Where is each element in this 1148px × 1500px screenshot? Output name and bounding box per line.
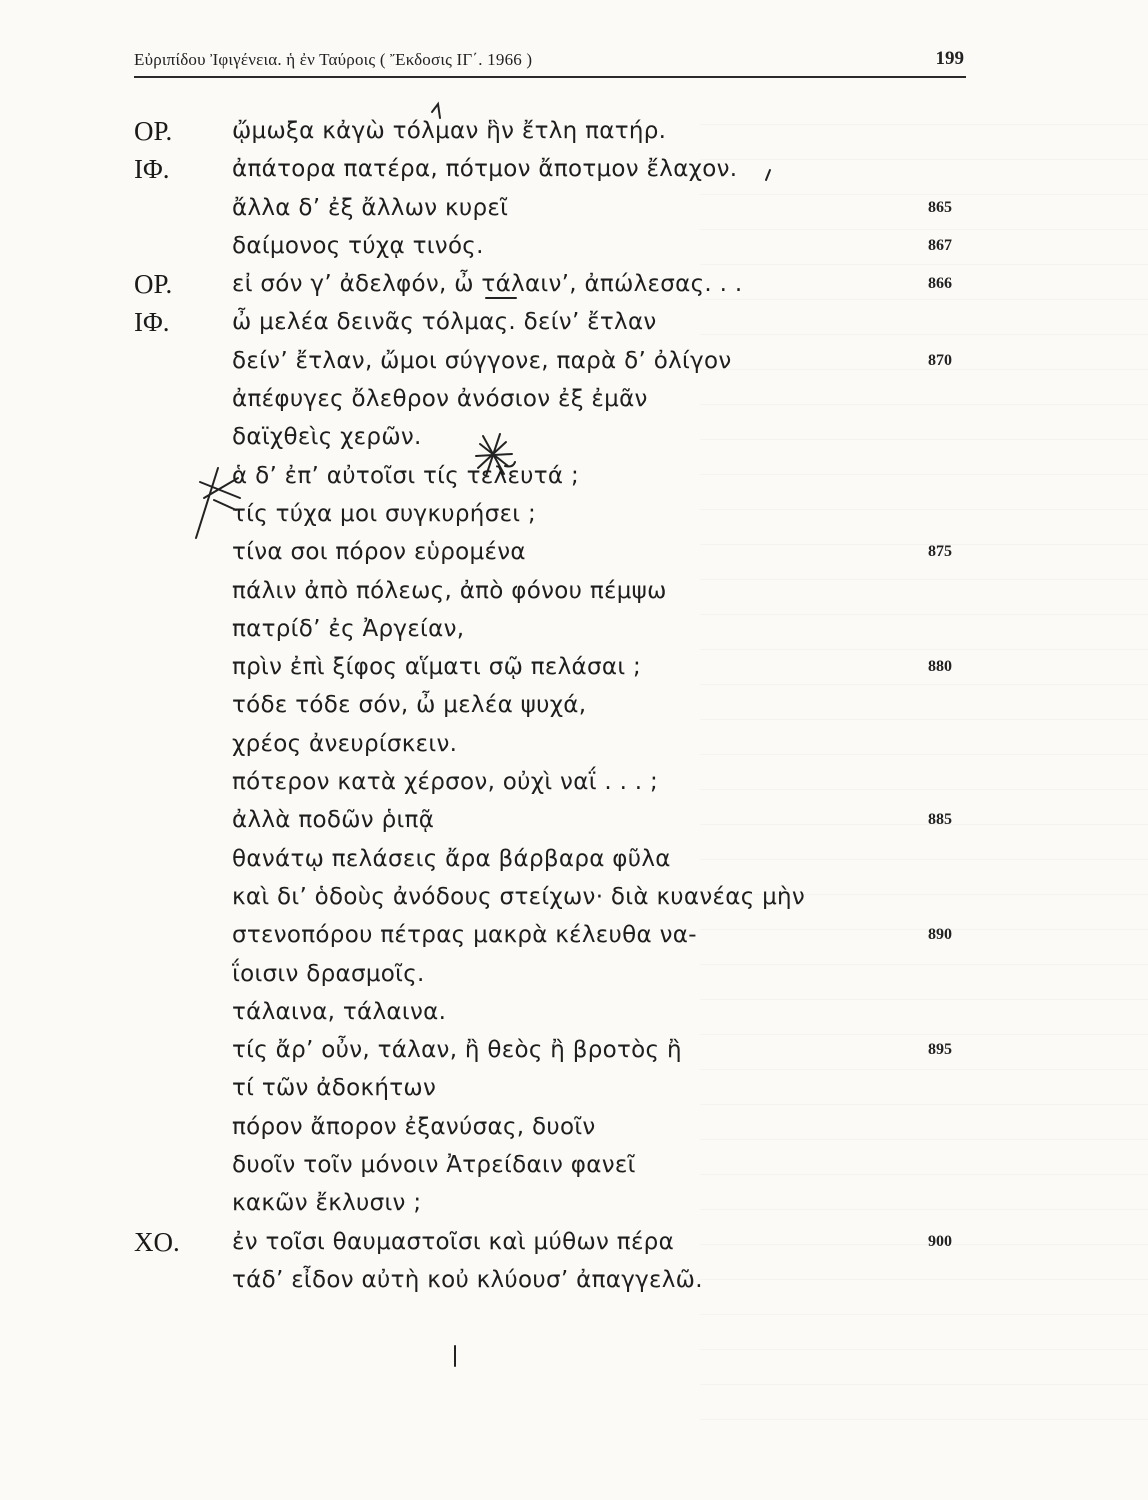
line-number: 865 (928, 198, 952, 216)
pencil-accent-mark (432, 104, 440, 118)
speaker-label: ΙΦ. (134, 307, 170, 338)
verse-text: εἰ σόν γ’ ἀδελφόν, ὦ τάλαιν’, ἀπώλεσας. . . (232, 271, 743, 298)
verse-text: δείν’ ἔτλαν, ὤμοι σύγγονε, παρὰ δ’ ὀλίγον (232, 347, 732, 374)
speaker-label: ΟΡ. (134, 269, 173, 300)
line-number: 875 (928, 543, 952, 561)
verse-text: τίς ἄρ’ οὖν, τάλαν, ἢ θεὸς ἢ βροτὸς ἢ (232, 1037, 682, 1064)
pencil-tick-mark (766, 170, 770, 180)
verse-text: δυοῖν τοῖν μόνοιν Ἀτρείδαιν φανεῖ (232, 1152, 636, 1179)
verse-text: κακῶν ἔκλυσιν ; (232, 1190, 422, 1217)
verse-text: τόδε τόδε σόν, ὦ μελέα ψυχά, (232, 692, 587, 719)
line-number: 880 (928, 658, 952, 676)
verse-text: ἐν τοῖσι θαυμαστοῖσι καὶ μύθων πέρα (232, 1228, 675, 1255)
verse-text: δαϊχθεὶς χερῶν. (232, 424, 422, 451)
verse-text: ΐοισιν δρασμοῖς. (232, 960, 425, 987)
verse-text: χρέος ἀνευρίσκειν. (232, 730, 458, 757)
verse-text: πότερον κατὰ χέρσον, οὐχὶ ναΐ . . . ; (232, 769, 659, 796)
line-number: 900 (928, 1232, 952, 1250)
verse-text: θανάτῳ πελάσεις ἄρα βάρβαρα φῦλα (232, 845, 671, 872)
verse-text: καὶ δι’ ὁδοὺς ἀνόδους στείχων· διὰ κυανέας μὴν (232, 883, 806, 910)
verse-text: ἄλλα δ’ ἐξ ἄλλων κυρεῖ (232, 194, 509, 221)
running-head-title: Εὐριπίδου Ἰφιγένεια. ἡ ἐν Ταύροις ( Ἔκδοσις ΙΓ΄. 1966 ) (134, 50, 533, 69)
verse-text: τίς τύχα μοι συγκυρήσει ; (232, 500, 537, 527)
verse-text: τίνα σοι πόρον εὑρομένα (232, 539, 526, 566)
margin-asterisk-mark (196, 468, 240, 538)
verse-text: τί τῶν ἀδοκήτων (232, 1075, 437, 1102)
speaker-label: ΙΦ. (134, 154, 170, 185)
verse-text: ἀλλὰ ποδῶν ῥιπᾷ (232, 807, 435, 834)
page-number: 199 (935, 48, 964, 69)
verse-text: τάλαινα, τάλαινα. (232, 998, 447, 1025)
line-number: 890 (928, 926, 952, 944)
verse-text: ἀπάτορα πατέρα, πότμον ἄποτμον ἔλαχον. (232, 156, 738, 183)
speaker-label: ΟΡ. (134, 116, 173, 146)
verse-text: πάλιν ἀπὸ πόλεως, ἀπὸ φόνου πέμψω (232, 577, 667, 604)
verse-text: στενοπόρου πέτρας μακρὰ κέλευθα να- (232, 922, 697, 949)
line-number: 866 (928, 275, 952, 293)
verse-text: ἀπέφυγες ὄλεθρον ἀνόσιον ἐξ ἐμᾶν (232, 386, 648, 413)
verse-text: πατρίδ’ ἐς Ἀργείαν, (232, 615, 465, 642)
verse-text: ἁ δ’ ἐπ’ αὐτοῖσι τίς τελευτά ; (232, 462, 580, 489)
speaker-label: ΧΟ. (134, 1226, 180, 1257)
verse-text: ᾤμωξα κἀγὼ τόλμαν ἣν ἔτλη πατήρ. (232, 118, 667, 144)
line-number: 895 (928, 1041, 952, 1059)
verse-text: δαίμονος τύχᾳ τινός. (232, 232, 484, 259)
asterisk-mark (476, 434, 515, 476)
line-number: 870 (928, 351, 952, 369)
verse-text: πόρον ἄπορον ἐξανύσας, δυοῖν (232, 1113, 596, 1140)
verse-text: πρὶν ἐπὶ ξίφος αἵματι σῷ πελάσαι ; (232, 654, 642, 681)
line-number: 867 (928, 236, 952, 254)
verse-text: ὦ μελέα δεινᾶς τόλμας. δείν’ ἔτλαν (232, 309, 657, 336)
line-number: 885 (928, 811, 952, 829)
verse-text: τάδ’ εἶδον αὐτὴ κοὐ κλύουσ’ ἀπαγγελῶ. (232, 1266, 703, 1293)
